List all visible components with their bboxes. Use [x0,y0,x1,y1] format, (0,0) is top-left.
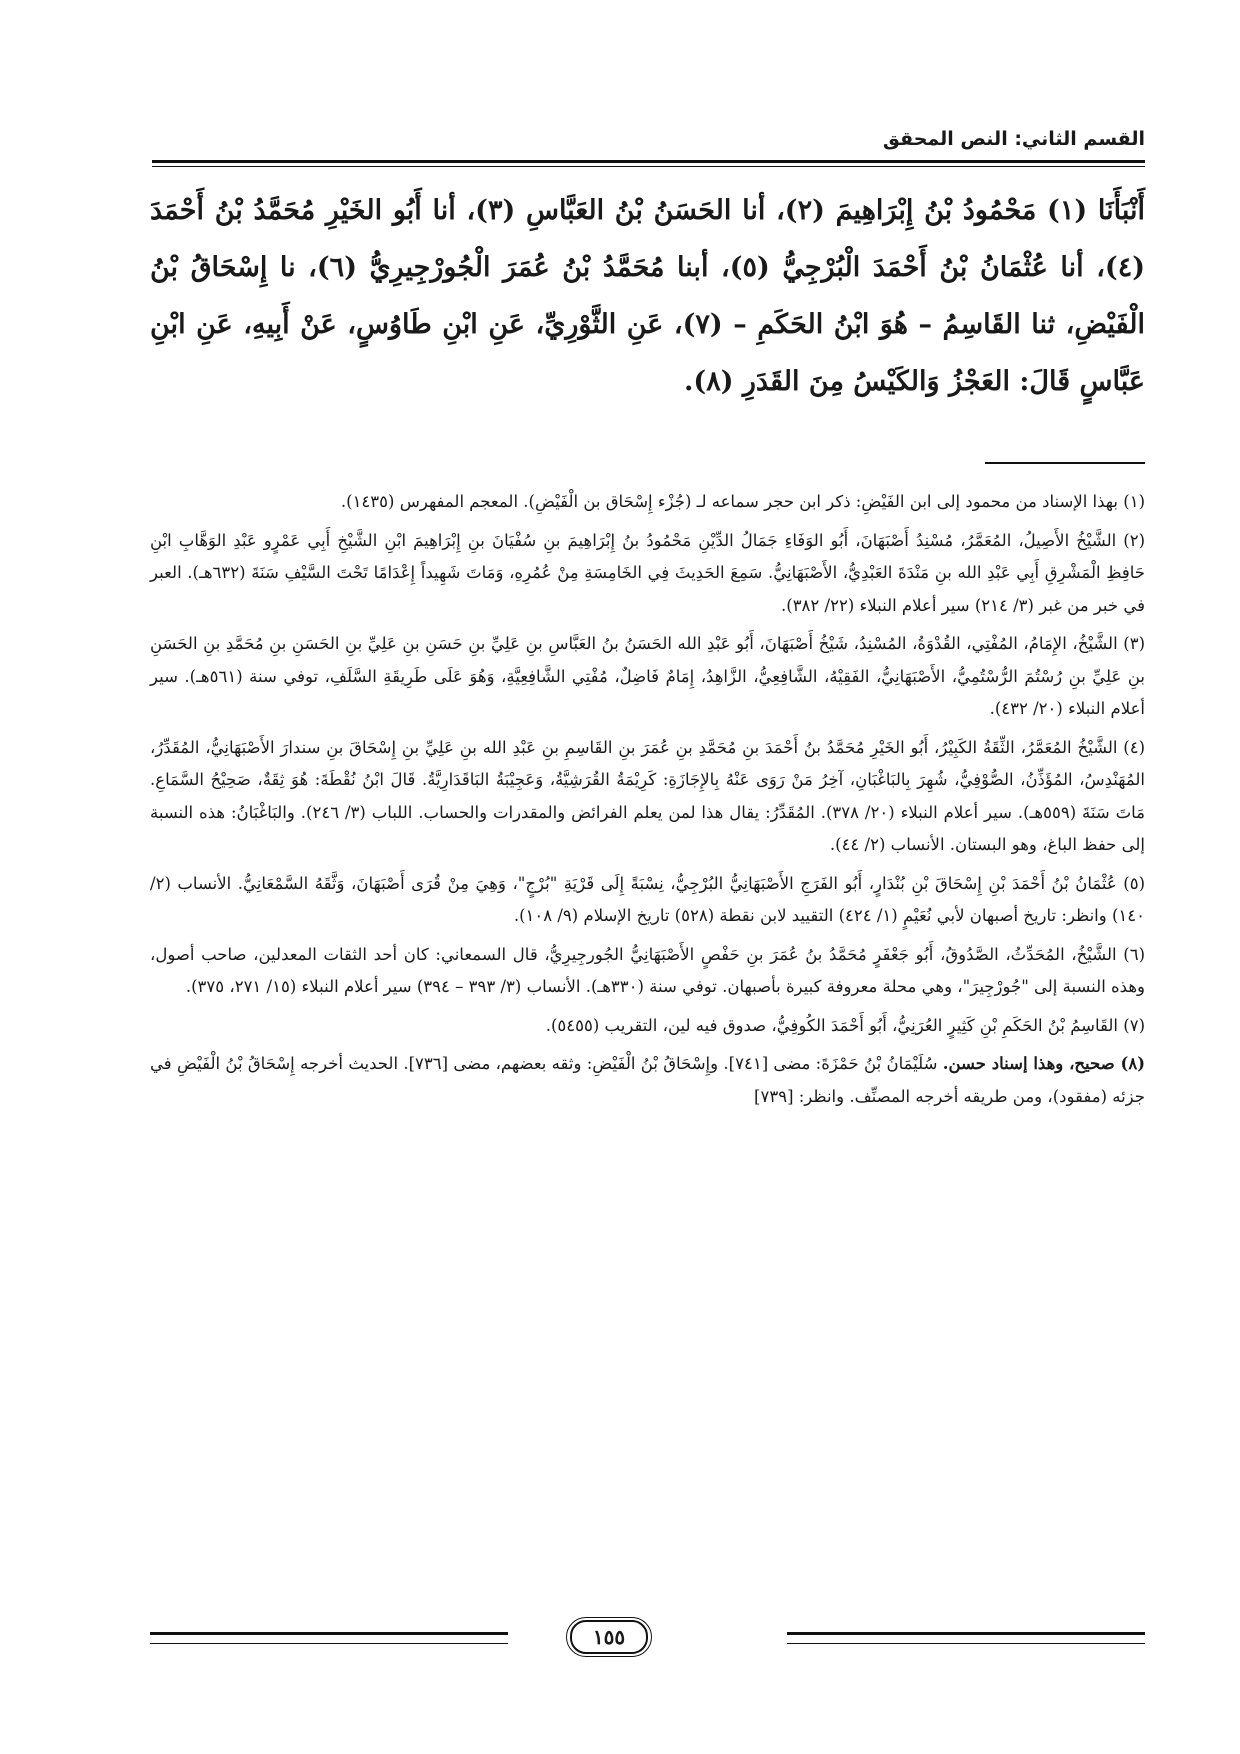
footnote-4: (٤) الشَّيْخُ المُعَمَّرُ، الثِّقَةُ الكَبِيْرُ، أَبُو الخَيْرِ مُحَمَّدُ بنُ أَحْمَدَ بنِ مُحَمَّدِ بنِ عُمَرَ بنِ القَاسِمِ بنِ عَبْدِ الله بنِ عَلِيِّ بنِ إِسْحَاقَ بنِ سندارَ الأَصْبَهَانِيُّ، المُقَدِّرُ، المُهَنْدِسُ، المُؤَذِّنُ، الصُّوْفِيُّ، شُهِرَ بِالبَاغْبَانِ، آخِرُ مَنْ رَوَى عَنْهُ بِالإِجَازَةِ: كَرِيْمَةُ القُرَشِيَّةُ، وَعَجِيْبَةُ البَاقَدَارِيَّةُ. قَالَ ابْنُ نُقْطَةَ: هُوَ ثِقَةٌ، صَحِيْحُ السَّمَاعِ. مَاتَ سَنَةَ (٥٥٩هـ). سير أعلام النبلاء (٢٠/ ٣٧٨). المُقَدِّرُ: يقال هذا لمن يعلم الفرائض والمقدرات والحساب. اللباب (٣/ ٢٤٦). والبَاغْبَانُ: هذه النسبة إلى حفظ الباغ، وهو البستان. الأنساب (٢/ ٤٤). [150,737,1145,854]
footnote-separator [985,462,1145,464]
running-header-title: القسم الثاني: النص المحقق [882,128,1145,150]
footnote-8 [150,1048,1145,1113]
footnote-2: (٢) الشَّيْخُ الأَصِيلُ، المُعَمَّرُ، مُسْنِدُ أَصْبَهَانَ، أَبُو الوَفَاءِ جَمَالُ الدِّيْنِ مَحْمُودُ بنُ إِبْرَاهِيمَ بنِ سُفْيَانَ بنِ إِبْرَاهِيمَ ابْنِ الشَّيْخِ أَبِي عَمْرٍو عَبْدِ الوَهَّابِ ابْنِ حَافِظِ الْمَشْرِقِ أَبِي عَبْدِ الله بنِ مَنْدَةَ العَبْدِيُّ، الأَصْبَهَانِيُّ. سَمِعَ الحَدِيثَ فِي الخَامِسَةِ مِنْ عُمُرِهِ، وَمَاتَ شَهِيداً إِعْدَامًا تَحْتَ السَّيْفِ سَنَةَ (٦٣٢هـ). العبر في خبر من غبر (٣/ ٢١٤) سير أعلام النبلاء (٢٢/ ٣٨٢). [150,530,1145,615]
footnote-3: (٣) الشَّيْخُ، الإِمَامُ، المُفْتِي، القُدْوَةُ، المُسْنِدُ، شَيْخُ أَصْبَهَانَ، أَبُو عَبْدِ الله الحَسَنُ بنُ العَبَّاسِ بنِ عَلِيِّ بنِ حَسَنِ بنِ عَلِيِّ بنِ الحَسَنِ بنِ مُحَمَّدِ بنِ الحَسَنِ بنِ عَلِيِّ بنِ رُسْتُمَ الرُّسْتُمِيُّ، الأَصْبَهَانِيُّ، الفَقِيْهُ، الشَّافِعِيُّ، الزَّاهِدُ، إِمَامٌ فَاضِلٌ، مُفْتِي الشَّافِعِيَّةِ، وَهُوَ عَلَى طَرِيقَةِ السَّلَفِ، توفي سنة (٥٦١هـ). سير أعلام النبلاء (٢٠/ ٤٣٢). [150,634,1145,718]
footnote-8-verdict: (٨) صحيح، وهذا إسناد حسن. [942,1054,1145,1073]
footnote-6: (٦) الشَّيْخُ، المُحَدِّثُ، الصَّدُوقُ، أَبُو جَعْفَرٍ مُحَمَّدُ بنُ عُمَرَ بنِ حَفْصٍ الأَصْبَهَانِيُّ الجُورجِيرِيُّ، قال السمعاني: كان أحد الثقات المعدلين، صاحب أصول، وهذه النسبة إلى "جُورْجِيرَ"، وهي محلة معروفة كبيرة بأصبهان. توفي سنة (٣٣٠هـ). الأنساب (٣/ ٣٩٣ – ٣٩٤) سير أعلام النبلاء (١٥/ ٢٧١، ٣٧٥). [150,944,1145,996]
footnote-5: (٥) عُثْمَانُ بْنُ أَحْمَدَ بْنِ إِسْحَاقَ بْنِ بُنْدَارٍ، أَبُو الفَرَجِ الأَصْبَهَانِيُّ البُرْجِيُّ، نِسْبَةً إِلَى قَرْيَةِ "بُرْجٍ"، وَهِيَ مِنْ قُرَى أَصْبَهَانَ، وَثَّقَهُ السَّمْعَانِيُّ. الأنساب (٢/ ١٤٠) وانظر: تاريخ أصبهان لأبي نُعَيْمٍ (١/ ٤٢٤) التقييد لابن نقطة (٥٢٨) تاريخ الإسلام (٩/ ١٠٨). [150,873,1145,925]
footnotes-section [150,486,1145,1119]
footnote-1: (١) بهذا الإسناد من محمود إلى ابن الفَيْضِ: ذكر ابن حجر سماعه لـ (جُزْء إِسْحَاق بن الْفَيْضِ). المعجم المفهرس (١٤٣٥). [340,492,1145,511]
footer-rule-left [150,1632,508,1644]
footnote-8-body: سُلَيْمَانُ بْنُ حَمْزَةَ: مضى [٧٤١]. وإِسْحَاقُ بْنُ الْفَيْضِ: وثقه بعضهم، مضى [٧٣٦]. الحديث أخرجه إِسْحَاقُ بْنُ الْفَيْضِ في جزئه (مفقود)، ومن طريقه أخرجه المصنِّف. وانظر: [٧٣٩] [150,1054,1145,1106]
header-divider [152,160,1145,167]
page-number: ١٥٥ [570,1620,648,1654]
footer-rule-right [787,1632,1145,1644]
footnote-7: (٧) القَاسِمُ بْنُ الحَكَمِ بْنِ كَثِيرٍ العُرَنِيُّ، أَبُو أَحْمَدَ الكُوفِيُّ، صدوق فيه لين، التقريب (٥٤٥٥). [545,1015,1145,1035]
page-footer [150,1620,1145,1660]
main-text-paragraph: أَنْبَأَنَا (١) مَحْمُودُ بْنُ إِبْرَاهِيمَ (٢)، أنا الحَسَنُ بْنُ العَبَّاسِ (٣)، أنا أَبُو الخَيْرِ مُحَمَّدُ بْنُ أَحْمَدَ (٤)، أنا عُثْمَانُ بْنُ أَحْمَدَ الْبُرْجِيُّ (٥)، أبنا مُحَمَّدُ بْنُ عُمَرَ الْجُورْجِيرِيُّ (٦)، نا إِسْحَاقُ بْنُ الْفَيْضِ، ثنا القَاسِمُ – هُوَ ابْنُ الحَكَمِ – (٧)، عَنِ الثَّوْرِيِّ، عَنِ ابْنِ طَاوُسٍ، عَنْ أَبِيهِ، عَنِ ابْنِ عَبَّاسٍ قَالَ: العَجْزُ وَالكَيْسُ مِنَ القَدَرِ (٨). [150,195,1145,397]
